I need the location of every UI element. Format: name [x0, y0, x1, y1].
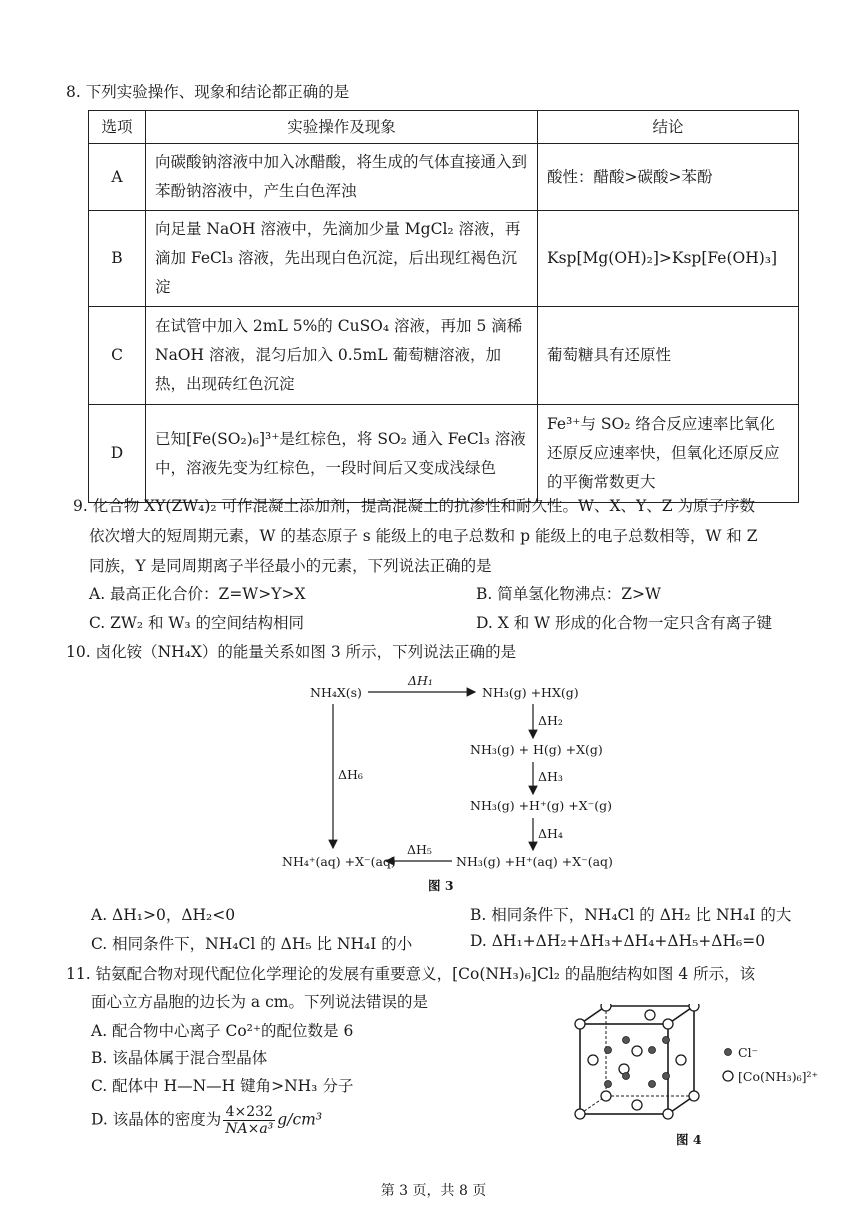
legend-chloride-label: Cl⁻: [738, 1045, 759, 1060]
table-row: [89, 405, 799, 503]
header-experiment: 实验操作及现象: [146, 111, 538, 144]
q10-option-d: D. ΔH₁+ΔH₂+ΔH₃+ΔH₄+ΔH₅+ΔH₆=0: [470, 932, 766, 950]
row-option: A: [89, 144, 146, 211]
header-option: 选项: [89, 111, 146, 144]
page-footer: 第 3 页，共 8 页: [380, 1183, 487, 1199]
q9-stem-line3: 同族，Y 是同周期离子半径最小的元素，下列说法正确的是: [89, 557, 492, 575]
table-row: [89, 144, 799, 211]
legend-chloride-marker: [725, 1049, 732, 1056]
q10-stem: 10. 卤化铵（NH₄X）的能量关系如图 3 所示，下列说法正确的是: [66, 643, 517, 661]
density-fraction: [223, 1104, 275, 1137]
q10-option-b: B. 相同条件下，NH₄Cl 的 ΔH₂ 比 NH₄I 的大: [470, 906, 792, 924]
label-dh2: ΔH₂: [538, 713, 563, 728]
fraction-numerator: 4×232: [223, 1104, 275, 1121]
diagram-state-3: NH₃(g) +H⁺(g) +X⁻(g): [470, 798, 613, 813]
q11-option-d-prefix: D. 该晶体的密度为: [91, 1110, 222, 1129]
diagram-state-2: NH₃(g) + H(g) +X(g): [470, 742, 603, 757]
q11-option-a: A. 配合物中心离子 Co²⁺的配位数是 6: [91, 1022, 354, 1040]
row-experiment: 向足量 NaOH 溶液中，先滴加少量 MgCl₂ 溶液，再滴加 FeCl₃ 溶液，先出现白色沉淀，后出现红褐色沉淀: [146, 211, 538, 307]
row-conclusion: 葡萄糖具有还原性: [538, 307, 799, 405]
label-dh1: ΔH₁: [408, 673, 433, 688]
header-conclusion: 结论: [538, 111, 799, 144]
row-option: D: [89, 405, 146, 503]
q11-option-d: [91, 1104, 322, 1137]
diagram-start-state: NH₄X(s): [310, 685, 362, 700]
q9-stem-line1: 9. 化合物 XY(ZW₄)₂ 可作混凝土添加剂，提高混凝土的抗渗性和耐久性。W、X、Y、Z 为原子序数: [73, 497, 755, 515]
row-conclusion: Ksp[Mg(OH)₂]>Ksp[Fe(OH)₃]: [538, 211, 799, 307]
row-experiment: 向碳酸钠溶液中加入冰醋酸，将生成的气体直接通入到苯酚钠溶液中，产生白色浑浊: [146, 144, 538, 211]
legend-complex-label: [Co(NH₃)₆]²⁺: [738, 1069, 819, 1084]
co-complex-ions: [575, 1004, 699, 1119]
row-conclusion: 酸性：醋酸>碳酸>苯酚: [538, 144, 799, 211]
q9-stem-line2: 依次增大的短周期元素，W 的基态原子 s 能级上的电子总数和 p 能级上的电子总数相等，W 和 Z: [89, 527, 758, 545]
label-dh6: ΔH₆: [338, 767, 363, 782]
label-dh4: ΔH₄: [538, 826, 563, 841]
q9-option-b: B. 简单氢化物沸点：Z>W: [476, 585, 661, 603]
q10-option-a: A. ΔH₁>0，ΔH₂<0: [91, 906, 236, 924]
legend-complex-marker: [723, 1071, 733, 1081]
table-row: [89, 211, 799, 307]
q9-option-a: A. 最高正化合价：Z=W>Y>X: [89, 585, 306, 603]
row-experiment: 在试管中加入 2mL 5%的 CuSO₄ 溶液，再加 5 滴稀 NaOH 溶液，混匀后加入 0.5mL 葡萄糖溶液，加热，出现砖红色沉淀: [146, 307, 538, 405]
chloride-ions: [605, 1037, 670, 1088]
table-row: [89, 307, 799, 405]
q11-stem-line1: 11. 钴氨配合物对现代配位化学理论的发展有重要意义，[Co(NH₃)₆]Cl₂ 的晶胞结构如图 4 所示，该: [66, 965, 756, 983]
q8-table: [88, 110, 799, 503]
table-header-row: [89, 111, 799, 144]
row-experiment: 已知[Fe(SO₂)₆]³⁺是红棕色，将 SO₂ 通入 FeCl₃ 溶液中，溶液先变为红棕色，一段时间后又变成浅绿色: [146, 405, 538, 503]
q9-option-c: C. ZW₂ 和 W₃ 的空间结构相同: [89, 614, 305, 632]
label-dh3: ΔH₃: [538, 769, 563, 784]
q9-option-d: D. X 和 W 形成的化合物一定只含有离子键: [476, 614, 772, 632]
q11-option-b: B. 该晶体属于混合型晶体: [91, 1049, 268, 1067]
diagram-state-1: NH₃(g) +HX(g): [482, 685, 579, 700]
row-option: C: [89, 307, 146, 405]
crystal-cell-figure: [568, 1004, 828, 1154]
fraction-denominator: NA×a³: [225, 1121, 274, 1137]
label-dh5: ΔH₅: [407, 842, 432, 857]
row-option: B: [89, 211, 146, 307]
figure-3-caption: 图 3: [428, 878, 454, 893]
figure-4-caption: 图 4: [676, 1132, 702, 1147]
diagram-state-4: NH₃(g) +H⁺(aq) +X⁻(aq): [456, 854, 613, 869]
row-conclusion: Fe³⁺与 SO₂ 络合反应速率比氧化还原反应速率快，但氧化还原反应的平衡常数更大: [538, 405, 799, 503]
energy-cycle-diagram: [270, 668, 620, 898]
q11-stem-line2: 面心立方晶胞的边长为 a cm。下列说法错误的是: [91, 993, 428, 1011]
q8-stem: 8. 下列实验操作、现象和结论都正确的是: [66, 83, 350, 101]
density-unit: g/cm³: [277, 1110, 323, 1129]
q11-option-c: C. 配体中 H—N—H 键角>NH₃ 分子: [91, 1077, 354, 1095]
diagram-end-state: NH₄⁺(aq) +X⁻(aq): [282, 854, 396, 869]
q10-option-c: C. 相同条件下，NH₄Cl 的 ΔH₅ 比 NH₄I 的小: [91, 935, 413, 953]
